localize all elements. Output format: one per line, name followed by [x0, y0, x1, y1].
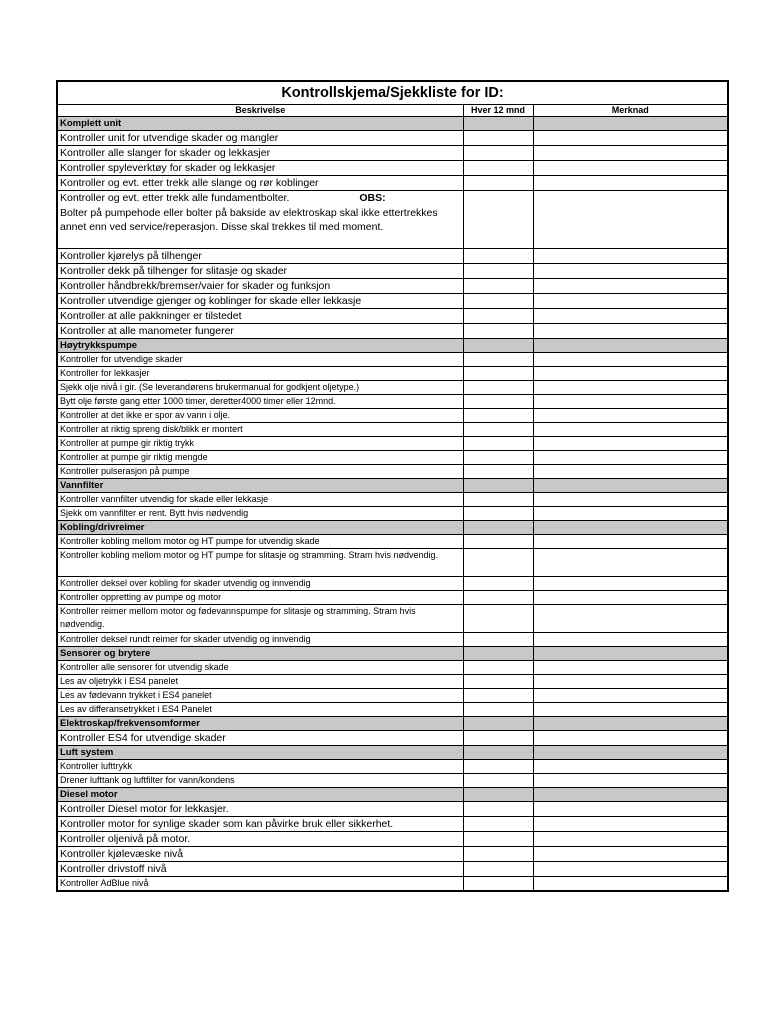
remark-cell [533, 117, 728, 131]
remark-cell[interactable] [533, 661, 728, 675]
section-header-row [57, 479, 728, 493]
remark-cell[interactable] [533, 817, 728, 832]
checklist-row [57, 191, 728, 249]
obs-note: Bolter på pumpehode eller bolter på bakside av elektroskap skal ikke ettertrekkes annet enn ved service/reperasjon. Disse skal trekkes til med moment. [60, 206, 438, 233]
checklist-row [57, 774, 728, 788]
section-title: Sensorer og brytere [57, 647, 463, 661]
item-description: Sjekk om vannfilter er rent. Bytt hvis nødvendig [57, 507, 463, 521]
item-description: Kontroller oppretting av pumpe og motor [57, 591, 463, 605]
section-header-row [57, 521, 728, 535]
remark-cell[interactable] [533, 675, 728, 689]
interval-cell [463, 746, 533, 760]
remark-cell[interactable] [533, 131, 728, 146]
interval-cell [463, 717, 533, 731]
checklist-row [57, 507, 728, 521]
checklist-row [57, 381, 728, 395]
remark-cell[interactable] [533, 633, 728, 647]
interval-cell[interactable] [463, 817, 533, 832]
interval-cell[interactable] [463, 353, 533, 367]
interval-cell[interactable] [463, 549, 533, 577]
interval-cell[interactable] [463, 409, 533, 423]
remark-cell[interactable] [533, 176, 728, 191]
remark-cell[interactable] [533, 381, 728, 395]
checklist-row [57, 689, 728, 703]
header-interval: Hver 12 mnd [463, 105, 533, 117]
interval-cell[interactable] [463, 731, 533, 746]
checklist-row [57, 802, 728, 817]
checklist-row [57, 760, 728, 774]
section-header-row [57, 647, 728, 661]
item-description: Kontroller at pumpe gir riktig trykk [57, 437, 463, 451]
item-description-text: Kontroller og evt. etter trekk alle fundamentbolter. [60, 192, 290, 204]
title-row [57, 81, 728, 105]
interval-cell [463, 479, 533, 493]
checklist-row [57, 367, 728, 381]
remark-cell[interactable] [533, 279, 728, 294]
remark-cell[interactable] [533, 309, 728, 324]
remark-cell[interactable] [533, 703, 728, 717]
item-description: Kontroller at alle pakkninger er tilstedet [57, 309, 463, 324]
checklist-row [57, 675, 728, 689]
checklist-row [57, 577, 728, 591]
section-title: Elektroskap/frekvensomformer [57, 717, 463, 731]
item-description: Bytt olje første gang etter 1000 timer, deretter4000 timer eller 12mnd. [57, 395, 463, 409]
item-description [57, 191, 463, 249]
interval-cell[interactable] [463, 535, 533, 549]
item-description: Kontroller kjølevæske nivå [57, 847, 463, 862]
interval-cell[interactable] [463, 191, 533, 249]
item-description: Kontroller kobling mellom motor og HT pumpe for utvendig skade [57, 535, 463, 549]
checklist-row [57, 591, 728, 605]
remark-cell[interactable] [533, 451, 728, 465]
interval-cell[interactable] [463, 862, 533, 877]
remark-cell[interactable] [533, 760, 728, 774]
checklist-row [57, 703, 728, 717]
section-header-row [57, 117, 728, 131]
header-row [57, 105, 728, 117]
interval-cell[interactable] [463, 689, 533, 703]
remark-cell[interactable] [533, 395, 728, 409]
interval-cell [463, 521, 533, 535]
remark-cell[interactable] [533, 689, 728, 703]
checklist-row [57, 423, 728, 437]
interval-cell [463, 117, 533, 131]
interval-cell [463, 647, 533, 661]
item-description: Kontroller motor for synlige skader som kan påvirke bruk eller sikkerhet. [57, 817, 463, 832]
obs-label: OBS: [359, 192, 386, 204]
checklist-row [57, 409, 728, 423]
remark-cell[interactable] [533, 832, 728, 847]
section-title: Høytrykkspumpe [57, 339, 463, 353]
interval-cell[interactable] [463, 465, 533, 479]
interval-cell[interactable] [463, 264, 533, 279]
interval-cell[interactable] [463, 493, 533, 507]
item-description: Kontroller spyleverktøy for skader og lekkasjer [57, 161, 463, 176]
item-description: Kontroller at riktig spreng disk/blikk er montert [57, 423, 463, 437]
interval-cell[interactable] [463, 507, 533, 521]
item-description: Kontroller AdBlue nivå [57, 877, 463, 892]
checklist-row [57, 731, 728, 746]
item-description: Kontroller pulserasjon på pumpe [57, 465, 463, 479]
interval-cell[interactable] [463, 381, 533, 395]
remark-cell[interactable] [533, 605, 728, 633]
item-description: Kontroller kobling mellom motor og HT pumpe for slitasje og stramming. Stram hvis nødvendig. [57, 549, 463, 577]
remark-cell[interactable] [533, 353, 728, 367]
section-header-row [57, 788, 728, 802]
interval-cell[interactable] [463, 591, 533, 605]
checklist-row [57, 832, 728, 847]
item-description: Drener lufttank og luftfilter for vann/kondens [57, 774, 463, 788]
remark-cell[interactable] [533, 409, 728, 423]
checklist-row [57, 309, 728, 324]
checklist-table [56, 80, 729, 892]
section-header-row [57, 339, 728, 353]
checklist-row [57, 451, 728, 465]
checklist-row [57, 161, 728, 176]
interval-cell[interactable] [463, 760, 533, 774]
checklist-row [57, 176, 728, 191]
interval-cell[interactable] [463, 437, 533, 451]
page-title: Kontrollskjema/Sjekkliste for ID: [57, 81, 728, 105]
checklist-row [57, 549, 728, 577]
checklist-row [57, 493, 728, 507]
header-description: Beskrivelse [57, 105, 463, 117]
remark-cell[interactable] [533, 549, 728, 577]
checklist-row [57, 661, 728, 675]
interval-cell[interactable] [463, 847, 533, 862]
item-description: Kontroller alle slanger for skader og lekkasjer [57, 146, 463, 161]
item-description: Kontroller ES4 for utvendige skader [57, 731, 463, 746]
item-description: Les av differansetrykket i ES4 Panelet [57, 703, 463, 717]
checklist-row [57, 264, 728, 279]
item-description: Sjekk olje nivå i gir. (Se leverandørens brukermanual for godkjent oljetype.) [57, 381, 463, 395]
checklist-row [57, 249, 728, 264]
interval-cell[interactable] [463, 675, 533, 689]
remark-cell [533, 788, 728, 802]
checklist-row [57, 633, 728, 647]
interval-cell[interactable] [463, 309, 533, 324]
interval-cell[interactable] [463, 423, 533, 437]
interval-cell[interactable] [463, 877, 533, 892]
remark-cell [533, 647, 728, 661]
section-title: Komplett unit [57, 117, 463, 131]
interval-cell[interactable] [463, 249, 533, 264]
remark-cell [533, 339, 728, 353]
interval-cell [463, 788, 533, 802]
remark-cell [533, 746, 728, 760]
interval-cell[interactable] [463, 279, 533, 294]
interval-cell[interactable] [463, 176, 533, 191]
interval-cell[interactable] [463, 324, 533, 339]
remark-cell[interactable] [533, 535, 728, 549]
remark-cell[interactable] [533, 465, 728, 479]
item-description: Kontroller Diesel motor for lekkasjer. [57, 802, 463, 817]
remark-cell[interactable] [533, 862, 728, 877]
remark-cell[interactable] [533, 877, 728, 892]
interval-cell[interactable] [463, 161, 533, 176]
section-title: Vannfilter [57, 479, 463, 493]
item-description: Kontroller lufttrykk [57, 760, 463, 774]
item-description: Kontroller unit for utvendige skader og mangler [57, 131, 463, 146]
checklist-row [57, 146, 728, 161]
checklist-row [57, 465, 728, 479]
item-description: Kontroller deksel over kobling for skader utvendig og innvendig [57, 577, 463, 591]
remark-cell[interactable] [533, 324, 728, 339]
remark-cell [533, 521, 728, 535]
checklist-row [57, 353, 728, 367]
checklist-row [57, 817, 728, 832]
checklist-row [57, 437, 728, 451]
remark-cell [533, 479, 728, 493]
item-description: Kontroller at det ikke er spor av vann i olje. [57, 409, 463, 423]
checklist-row [57, 877, 728, 892]
item-description: Kontroller dekk på tilhenger for slitasje og skader [57, 264, 463, 279]
interval-cell[interactable] [463, 661, 533, 675]
section-header-row [57, 746, 728, 760]
item-description: Les av oljetrykk i ES4 panelet [57, 675, 463, 689]
checklist-row [57, 605, 728, 633]
remark-cell[interactable] [533, 367, 728, 381]
remark-cell[interactable] [533, 437, 728, 451]
item-description: Kontroller for utvendige skader [57, 353, 463, 367]
interval-cell[interactable] [463, 605, 533, 633]
remark-cell [533, 717, 728, 731]
remark-cell[interactable] [533, 577, 728, 591]
remark-cell[interactable] [533, 507, 728, 521]
section-title: Kobling/drivreimer [57, 521, 463, 535]
item-description: Kontroller utvendige gjenger og koblinger for skade eller lekkasje [57, 294, 463, 309]
checklist-row [57, 535, 728, 549]
item-description: Kontroller deksel rundt reimer for skader utvendig og innvendig [57, 633, 463, 647]
remark-cell[interactable] [533, 802, 728, 817]
item-description: Kontroller reimer mellom motor og fødevannspumpe for slitasje og stramming. Stram hvis nødvendig. [57, 605, 463, 633]
remark-cell[interactable] [533, 591, 728, 605]
item-description: Kontroller at alle manometer fungerer [57, 324, 463, 339]
remark-cell[interactable] [533, 249, 728, 264]
item-description: Les av fødevann trykket i ES4 panelet [57, 689, 463, 703]
checklist-row [57, 862, 728, 877]
item-description: Kontroller vannfilter utvendig for skade eller lekkasje [57, 493, 463, 507]
item-description: Kontroller drivstoff nivå [57, 862, 463, 877]
interval-cell[interactable] [463, 832, 533, 847]
interval-cell[interactable] [463, 146, 533, 161]
item-description: Kontroller oljenivå på motor. [57, 832, 463, 847]
remark-cell[interactable] [533, 161, 728, 176]
interval-cell[interactable] [463, 294, 533, 309]
remark-cell[interactable] [533, 294, 728, 309]
section-title: Luft system [57, 746, 463, 760]
interval-cell[interactable] [463, 367, 533, 381]
section-header-row [57, 717, 728, 731]
item-description: Kontroller for lekkasjer [57, 367, 463, 381]
interval-cell [463, 339, 533, 353]
checklist-row [57, 294, 728, 309]
remark-cell[interactable] [533, 423, 728, 437]
remark-cell[interactable] [533, 264, 728, 279]
interval-cell[interactable] [463, 633, 533, 647]
item-description: Kontroller og evt. etter trekk alle slange og rør koblinger [57, 176, 463, 191]
interval-cell[interactable] [463, 131, 533, 146]
interval-cell[interactable] [463, 802, 533, 817]
header-remark: Merknad [533, 105, 728, 117]
checklist-row [57, 395, 728, 409]
checklist-row [57, 847, 728, 862]
remark-cell[interactable] [533, 774, 728, 788]
remark-cell[interactable] [533, 146, 728, 161]
item-description: Kontroller alle sensorer for utvendig skade [57, 661, 463, 675]
item-description: Kontroller at pumpe gir riktig mengde [57, 451, 463, 465]
remark-cell[interactable] [533, 731, 728, 746]
remark-cell[interactable] [533, 847, 728, 862]
checklist-row [57, 279, 728, 294]
interval-cell[interactable] [463, 395, 533, 409]
remark-cell[interactable] [533, 493, 728, 507]
section-title: Diesel motor [57, 788, 463, 802]
checklist-row [57, 324, 728, 339]
item-description: Kontroller håndbrekk/bremser/vaier for skader og funksjon [57, 279, 463, 294]
interval-cell[interactable] [463, 774, 533, 788]
interval-cell[interactable] [463, 703, 533, 717]
checklist-row [57, 131, 728, 146]
interval-cell[interactable] [463, 451, 533, 465]
remark-cell[interactable] [533, 191, 728, 249]
item-description: Kontroller kjørelys på tilhenger [57, 249, 463, 264]
interval-cell[interactable] [463, 577, 533, 591]
